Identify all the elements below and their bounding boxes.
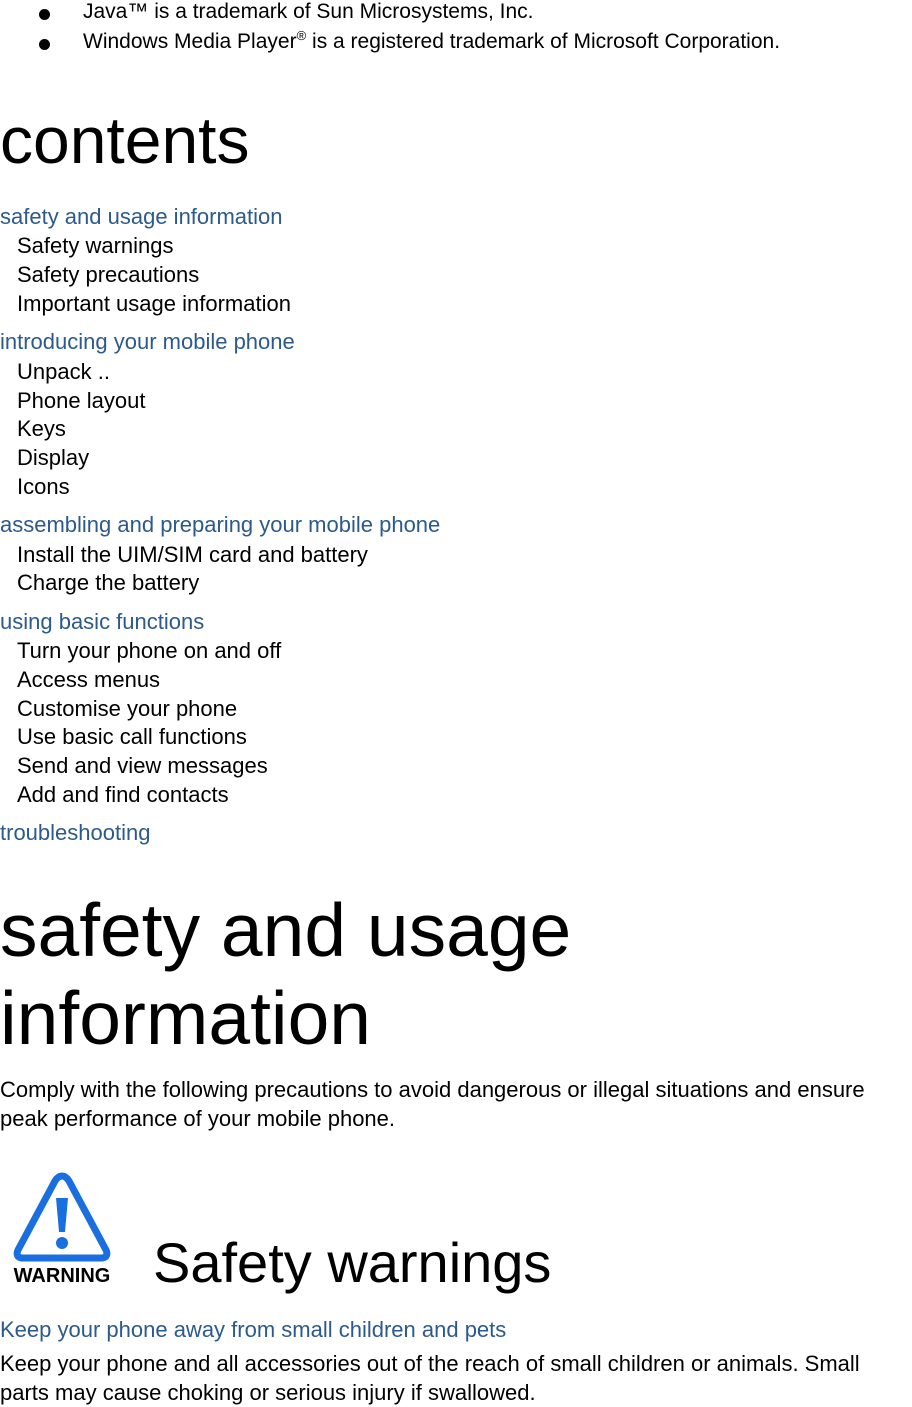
toc-item-charge-battery[interactable]: Charge the battery [17, 570, 200, 595]
trademark-text: Java™ is a trademark of Sun Microsystems, Inc. [83, 0, 534, 23]
toc-section-basic-functions[interactable]: using basic functions [0, 609, 205, 634]
toc-item-icons[interactable]: Icons [17, 474, 70, 499]
trademark-rest: is a registered trademark of Microsoft Corporation. [306, 30, 781, 53]
trademark-text [83, 30, 780, 54]
toc-item-messages[interactable]: Send and view messages [17, 753, 268, 778]
toc-item-important-usage[interactable]: Important usage information [17, 291, 291, 316]
trademark-name: Windows Media Player [83, 30, 297, 53]
warning-label: WARNING [13, 1265, 111, 1286]
toc-item-turn-on-off[interactable]: Turn your phone on and off [17, 638, 282, 663]
toc-item-customise[interactable]: Customise your phone [17, 696, 238, 721]
toc-section-introducing[interactable]: introducing your mobile phone [0, 329, 295, 354]
toc-item-unpack[interactable]: Unpack .. [17, 359, 110, 384]
toc-section-assembling[interactable]: assembling and preparing your mobile phone [0, 512, 441, 537]
bullet-icon [39, 39, 50, 50]
safety-heading-line1: safety and usage [0, 888, 572, 972]
safety-warnings-heading: Safety warnings [153, 1231, 552, 1294]
toc-item-contacts[interactable]: Add and find contacts [17, 782, 229, 807]
toc-item-safety-warnings[interactable]: Safety warnings [17, 233, 174, 258]
toc-item-phone-layout[interactable]: Phone layout [17, 388, 146, 413]
bullet-icon [39, 9, 50, 20]
registered-mark: ® [296, 28, 307, 43]
safety-intro: Comply with the following precautions to avoid dangerous or illegal situations and ensure peak performance of your mobile phone. [0, 1077, 865, 1131]
toc-item-call-functions[interactable]: Use basic call functions [17, 724, 247, 749]
toc-section-safety[interactable]: safety and usage information [0, 204, 283, 229]
children-pets-heading: Keep your phone away from small children and pets [0, 1317, 507, 1342]
toc-item-display[interactable]: Display [17, 445, 90, 470]
contents-heading: contents [0, 103, 250, 177]
toc-item-keys[interactable]: Keys [17, 416, 66, 441]
warning-triangle-icon [0, 1170, 124, 1286]
toc-section-troubleshooting[interactable]: troubleshooting [0, 820, 151, 845]
safety-heading-line2: information [0, 976, 372, 1060]
safety-heading [0, 886, 900, 1062]
toc-item-install-sim[interactable]: Install the UIM/SIM card and battery [17, 542, 368, 567]
children-pets-text: Keep your phone and all accessories out of the reach of small children or animals. Small parts may cause choking or serious injury if swallowed. [0, 1351, 860, 1405]
toc-item-access-menus[interactable]: Access menus [17, 667, 161, 692]
toc-item-safety-precautions[interactable]: Safety precautions [17, 262, 200, 287]
